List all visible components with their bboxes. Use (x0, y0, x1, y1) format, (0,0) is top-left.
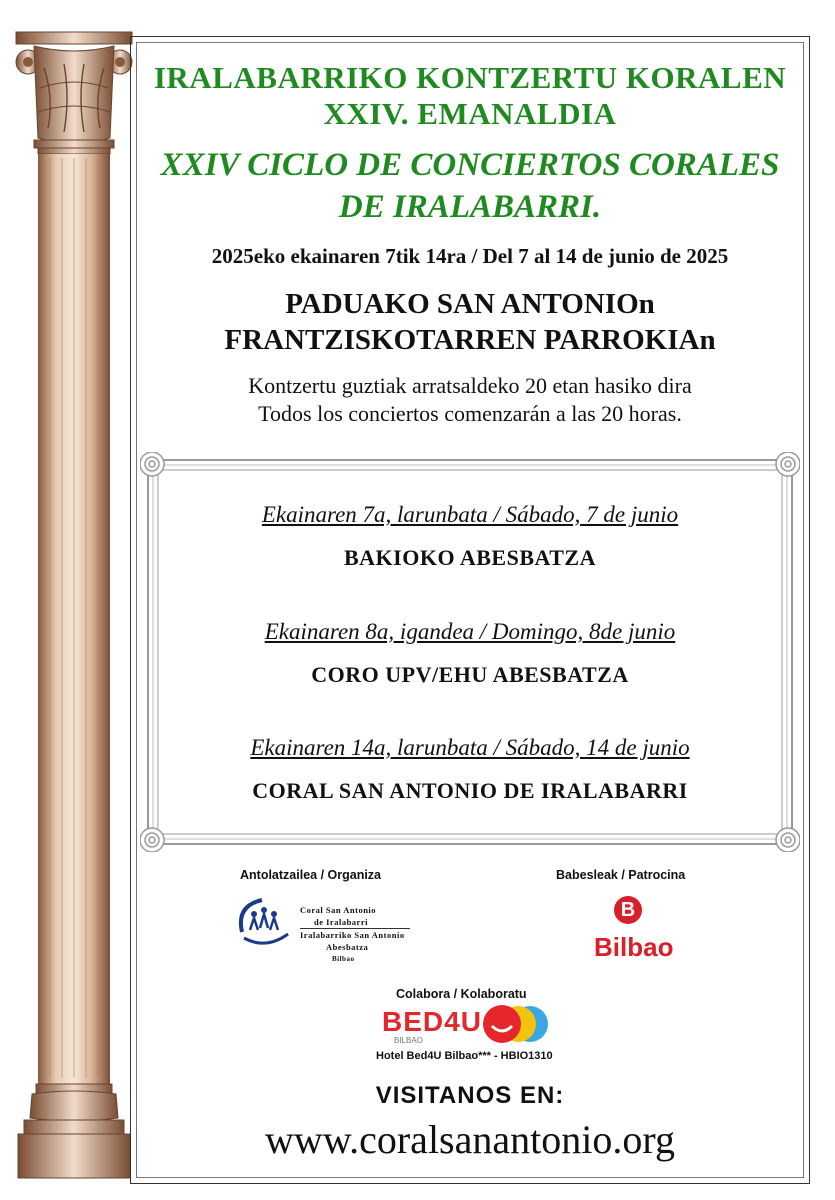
start-time-basque: Kontzertu guztiak arratsaldeko 20 etan hasiko dira (248, 373, 692, 398)
venue-line1: PADUAKO SAN ANTONIOn (285, 288, 655, 320)
logo-line-3: Iralabarriko San Antonio (300, 928, 410, 941)
sponsor-label: Babesleak / Patrocina (556, 868, 686, 882)
start-time-spanish: Todos los conciertos comenzarán a las 20 horas. (258, 401, 682, 426)
column-illustration (14, 28, 134, 1188)
venue-line2: FRANTZISKOTARREN PARROKIAn (224, 324, 716, 356)
title-spanish-line2: DE IRALABARRI. (338, 189, 602, 225)
choir-logo-text (300, 904, 410, 965)
hotel-credit: Hotel Bed4U Bilbao*** - HBIO1310 (376, 1050, 553, 1062)
website-url[interactable]: www.coralsanantonio.org (265, 1117, 675, 1162)
title-spanish (140, 144, 800, 228)
bilbao-logo-icon: B (614, 896, 642, 924)
logo-line-4: Abesbatza (326, 942, 369, 952)
title-spanish-line1: XXIV CICLO DE CONCIERTOS CORALES (160, 147, 780, 183)
concert-1-choir: BAKIOKO ABESBATZA (344, 545, 596, 570)
bilbao-logo-text: Bilbao (594, 932, 674, 962)
venue (140, 286, 800, 358)
concert-2-date: Ekainaren 8a, igandea / Domingo, 8de junio (264, 619, 676, 644)
logo-line-5: Bilbao (332, 955, 355, 963)
concert-1-date: Ekainaren 7a, larunbata / Sábado, 7 de junio (261, 502, 679, 527)
organizer-label: Antolatzailea / Organiza (240, 868, 382, 882)
collaborator-label: Colabora / Kolaboratu (396, 987, 527, 1001)
concert-3-date: Ekainaren 14a, larunbata / Sábado, 14 de junio (250, 735, 690, 760)
logo-line-1: Coral San Antonio (300, 905, 377, 915)
concert-3-choir: CORAL SAN ANTONIO DE IRALABARRI (252, 778, 688, 803)
concert-2-choir: CORO UPV/EHU ABESBATZA (311, 662, 629, 687)
bed4u-logo-subtitle: BILBAO (394, 1036, 423, 1045)
start-times (140, 372, 800, 428)
choir-logo-icon (232, 892, 298, 954)
title-basque-line1: IRALABARRIKO KONTZERTU KORALEN (153, 60, 787, 95)
visit-heading: VISITANOS EN: (375, 1082, 565, 1109)
bed4u-logo-text: BED4U (382, 1006, 482, 1037)
event-dates: 2025eko ekainaren 7tik 14ra / Del 7 al 14 de junio de 2025 (211, 244, 729, 268)
bed4u-logo-icon (480, 1004, 550, 1044)
title-basque (140, 60, 800, 132)
title-basque-line2: XXIV. EMANALDIA (323, 96, 617, 131)
logo-line-2: de Iralabarri (314, 917, 368, 927)
